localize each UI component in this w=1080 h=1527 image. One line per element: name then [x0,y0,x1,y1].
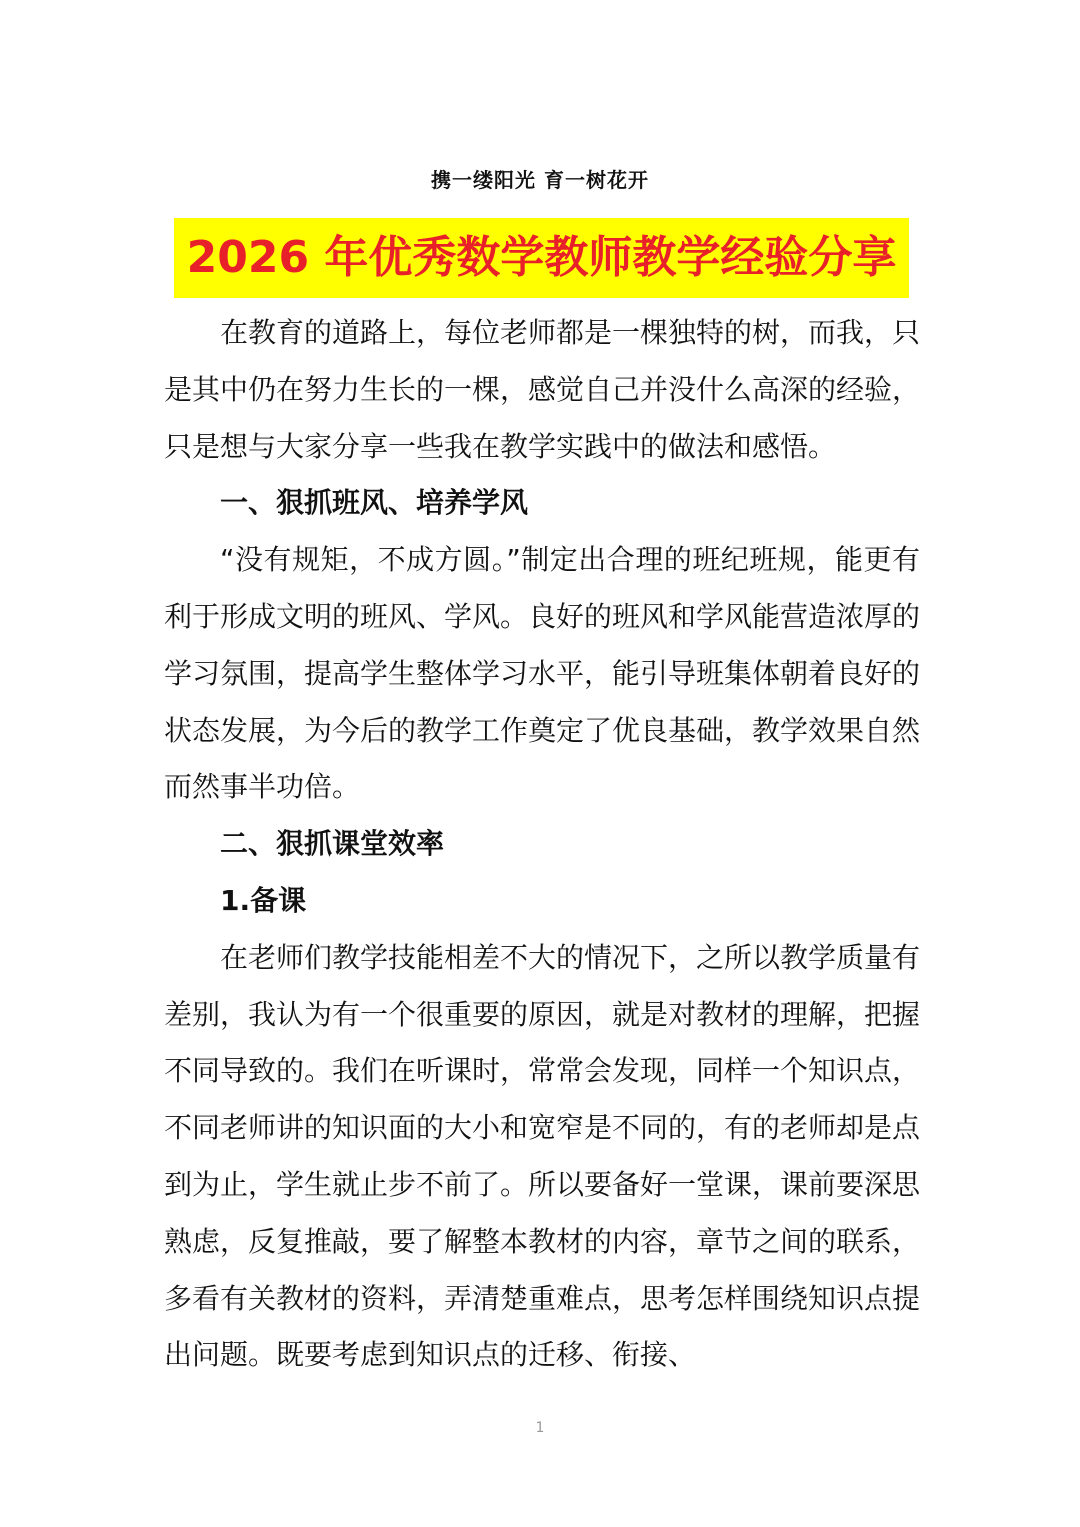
subtitle-highlight [174,218,909,298]
subsection-heading-2-1: 1.备课 [220,883,307,917]
section-1-paragraph: “没有规矩，不成方圆。”制定出合理的班纪班规，能更有利于形成文明的班风、学风。良好的班风和学风能营造浓厚的学习氛围，提高学生整体学习水平，能引导班集体朝着良好的状态发展，为今后的教学工作奠定了优良基础，教学效果自然而然事半功倍。 [164,543,921,804]
document-title: 携一缕阳光 育一树花开 [431,168,649,192]
section-heading-1: 一、狠抓班风、培养学风 [220,486,529,520]
document-subtitle: 2026 年优秀数学教师教学经验分享 [186,232,897,283]
intro-paragraph: 在教育的道路上，每位老师都是一棵独特的树，而我，只是其中仍在努力生长的一棵，感觉自己并没什么高深的经验，只是想与大家分享一些我在教学实践中的做法和感悟。 [164,316,921,463]
section-2-paragraph: 在老师们教学技能相差不大的情况下，之所以教学质量有差别，我认为有一个很重要的原因，就是对教材的理解，把握不同导致的。我们在听课时，常常会发现，同样一个知识点，不同老师讲的知识面的大小和宽窄是不同的，有的老师却是点到为止，学生就止步不前了。所以要备好一堂课，课前要深思熟虑，反复推敲，要了解整本教材的内容，章节之间的联系，多看有关教材的资料，弄清楚重难点，思考怎样围绕知识点提出问题。既要考虑到知识点的迁移、衔接、 [164,940,921,1372]
document-body [164,305,920,1384]
page-number: 1 [535,1420,545,1436]
section-heading-2: 二、狠抓课堂效率 [220,827,445,861]
